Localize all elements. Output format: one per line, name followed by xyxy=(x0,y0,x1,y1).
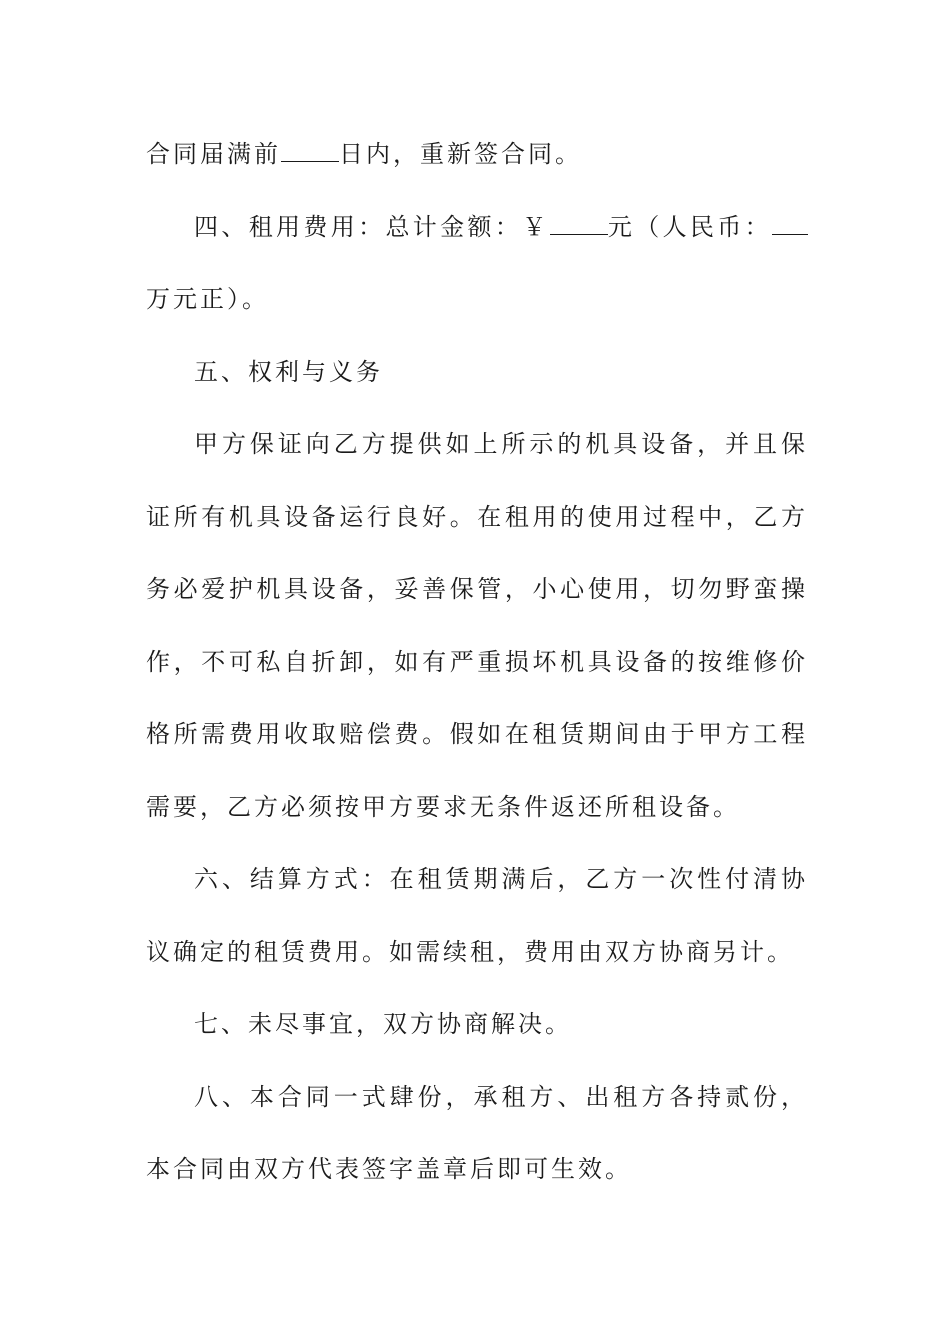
paragraph-other-matters: 七、未尽事宜，双方协商解决。 xyxy=(194,1010,572,1038)
paragraph-rights-obligations: 甲方保证向乙方提供如上所示的机具设备，并且保证所有机具设备运行良好。在租用的使用过程中，乙方务必爱护机具设备，妥善保管，小心使用，切勿野蛮操作，不可私自折卸，如有严重损坏机具设备的按维修价格所需费用收取赔偿费。假如在租赁期间由于甲方工程需要，乙方必须按甲方要求无条件返还所租设备。 xyxy=(146,430,808,821)
fee-rmb-label: 元（人民币： xyxy=(607,212,773,241)
section-heading-rights: 五、权利与义务 xyxy=(194,357,383,386)
renewal-text-before: 合同届满前 xyxy=(146,140,281,168)
fee-rmb-blank xyxy=(772,212,808,235)
fee-unit-label: 万元正）。 xyxy=(146,285,269,313)
fee-label: 四、租用费用：总计金额：￥ xyxy=(194,212,550,241)
paragraph-settlement: 六、结算方式：在租赁期满后，乙方一次性付清协议确定的租赁费用。如需续租，费用由双方协商另计。 xyxy=(146,865,808,966)
paragraph-rental-fee xyxy=(146,191,808,336)
paragraph-renewal xyxy=(146,118,808,191)
renewal-days-blank xyxy=(281,139,339,162)
renewal-text-after: 日内，重新签合同。 xyxy=(339,140,582,168)
paragraph-copies-effect: 八、本合同一式肆份，承租方、出租方各持贰份，本合同由双方代表签字盖章后即可生效。 xyxy=(146,1082,808,1183)
fee-amount-blank xyxy=(550,212,608,235)
document-body xyxy=(146,118,808,1206)
